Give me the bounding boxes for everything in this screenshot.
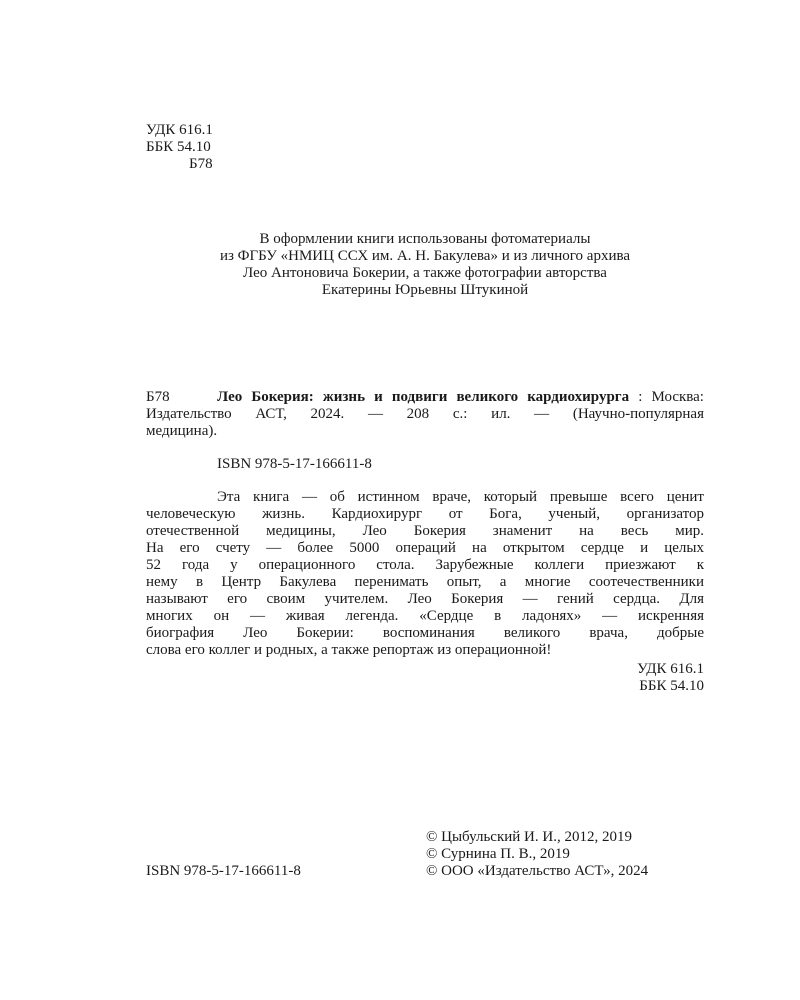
bbk-code: ББК 54.10 [146,139,211,155]
photo-credits [146,231,704,299]
annotation-line: биография Лео Бокерии: воспоминания великого врача, добрые [146,625,704,641]
annotation-line: слова его коллег и родных, а также репортаж из операционной! [146,642,552,658]
biblio-line-2: Издательство АСТ, 2024. — 208 с.: ил. — (Научно-популярная [146,406,704,422]
copyright-line: © ООО «Издательство АСТ», 2024 [426,863,649,879]
annotation-line: 52 года у операционного стола. Зарубежные коллеги приезжают к [146,557,704,573]
annotation-line: нему в Центр Бакулева перенимать опыт, а многие соотечественники [146,574,704,590]
isbn-bottom [146,863,301,880]
credits-line: Екатерины Юрьевны Штукиной [321,282,529,298]
top-classification-block [146,122,213,173]
annotation-line: На его счету — более 5000 операций на открытом сердце и целых [146,540,704,556]
annotation-line: Эта книга — об истинном враче, который превыше всего ценит [217,489,704,505]
annotation-line: называют его своим учителем. Лео Бокерия — гений сердца. Для [146,591,704,607]
annotation-line: отечественной медицины, Лео Бокерия знаменит на весь мир. [146,523,704,539]
biblio-line-3: медицина). [146,423,218,439]
biblio-author-mark [146,389,170,406]
copyright-line: © Сурнина П. В., 2019 [426,846,570,862]
credits-line: В оформлении книги использованы фотоматериалы [259,231,591,247]
bbk-code-bottom: ББК 54.10 [639,678,704,694]
udk-code: УДК 616.1 [146,122,213,138]
biblio-author-mark-text: Б78 [146,389,170,405]
annotation-line: многих он — живая легенда. «Сердце в ладонях» — искренняя [146,608,704,624]
credits-line: Лео Антоновича Бокерии, а также фотографии авторства [243,265,607,281]
isbn-inline [217,456,372,473]
annotation [146,489,704,659]
credits-line: из ФГБУ «НМИЦ ССХ им. А. Н. Бакулева» и из личного архива [219,248,631,264]
isbn-bottom-text: ISBN 978-5-17-166611-8 [146,863,301,879]
biblio-record [217,389,704,406]
udk-code-bottom: УДК 616.1 [637,661,704,677]
biblio-continuation [146,406,704,440]
author-mark: Б78 [189,156,213,172]
book-title: Лео Бокерия: жизнь и подвиги великого кардиохирурга [217,389,630,405]
copyright-block [426,829,648,880]
bottom-classification-block [600,661,704,695]
biblio-first-line [217,389,704,406]
copyright-line: © Цыбульский И. И., 2012, 2019 [426,829,632,845]
isbn-inline-text: ISBN 978-5-17-166611-8 [217,456,372,472]
biblio-publisher-city: : Москва: [629,389,704,405]
annotation-line: человеческую жизнь. Кардиохирург от Бога, ученый, организатор [146,506,704,522]
